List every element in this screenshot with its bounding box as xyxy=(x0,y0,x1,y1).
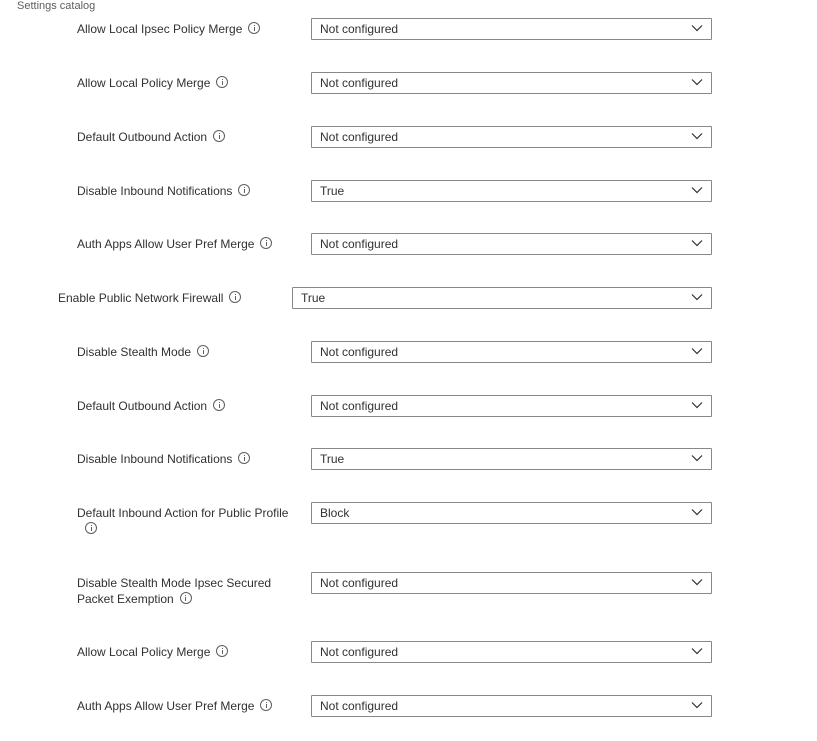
chevron-down-icon xyxy=(691,186,703,194)
info-icon[interactable] xyxy=(180,592,192,604)
setting-dropdown[interactable] xyxy=(311,695,712,717)
setting-label xyxy=(77,698,272,714)
dropdown-value: Block xyxy=(320,506,350,520)
chevron-down-icon xyxy=(691,347,703,355)
chevron-down-icon xyxy=(691,293,703,301)
setting-dropdown[interactable] xyxy=(292,287,712,309)
setting-label-text: Disable Inbound Notifications xyxy=(77,452,233,466)
setting-dropdown[interactable] xyxy=(311,641,712,663)
info-icon[interactable] xyxy=(213,399,225,411)
setting-label-text: Disable Stealth Mode xyxy=(77,345,192,359)
setting-dropdown[interactable] xyxy=(311,126,712,148)
setting-label xyxy=(77,236,272,252)
setting-label-text: Allow Local Ipsec Policy Merge xyxy=(77,22,243,36)
chevron-down-icon xyxy=(691,454,703,462)
info-icon[interactable] xyxy=(248,22,260,34)
setting-dropdown[interactable] xyxy=(311,72,712,94)
setting-label-text: Default Outbound Action xyxy=(77,130,208,144)
setting-label xyxy=(77,183,250,199)
dropdown-value: Not configured xyxy=(320,645,399,659)
dropdown-value: True xyxy=(320,452,345,466)
setting-label xyxy=(58,290,241,306)
setting-label-text: Enable Public Network Firewall xyxy=(58,291,224,305)
setting-label-text: Disable Stealth Mode Ipsec Secured Packet Exemption xyxy=(77,576,272,606)
setting-dropdown[interactable] xyxy=(311,180,712,202)
info-icon[interactable] xyxy=(213,130,225,142)
info-icon[interactable] xyxy=(260,237,272,249)
setting-label xyxy=(77,344,209,360)
setting-label-text: Allow Local Policy Merge xyxy=(77,76,211,90)
setting-dropdown[interactable] xyxy=(311,18,712,40)
chevron-down-icon xyxy=(691,401,703,409)
setting-label-text: Auth Apps Allow User Pref Merge xyxy=(77,699,255,713)
info-icon[interactable] xyxy=(85,522,97,534)
setting-dropdown[interactable] xyxy=(311,395,712,417)
setting-label-text: Default Outbound Action xyxy=(77,399,208,413)
setting-label xyxy=(77,505,299,537)
chevron-down-icon xyxy=(691,132,703,140)
setting-label xyxy=(77,575,287,607)
info-icon[interactable] xyxy=(216,645,228,657)
breadcrumb[interactable]: Settings catalog xyxy=(17,0,96,12)
setting-label xyxy=(77,644,228,660)
chevron-down-icon xyxy=(691,239,703,247)
chevron-down-icon xyxy=(691,24,703,32)
chevron-down-icon xyxy=(691,78,703,86)
info-icon[interactable] xyxy=(229,291,241,303)
info-icon[interactable] xyxy=(197,345,209,357)
setting-label xyxy=(77,129,225,145)
setting-dropdown[interactable] xyxy=(311,502,712,524)
info-icon[interactable] xyxy=(216,76,228,88)
dropdown-value: Not configured xyxy=(320,76,399,90)
setting-label xyxy=(77,75,228,91)
chevron-down-icon xyxy=(691,508,703,516)
setting-label-text: Disable Inbound Notifications xyxy=(77,184,233,198)
setting-label xyxy=(77,398,225,414)
setting-dropdown[interactable] xyxy=(311,341,712,363)
chevron-down-icon xyxy=(691,647,703,655)
setting-label xyxy=(77,21,260,37)
setting-label xyxy=(77,451,250,467)
setting-label-text: Default Inbound Action for Public Profile xyxy=(77,506,289,520)
dropdown-value: Not configured xyxy=(320,237,399,251)
dropdown-value: Not configured xyxy=(320,576,399,590)
dropdown-value: Not configured xyxy=(320,345,399,359)
setting-label-text: Auth Apps Allow User Pref Merge xyxy=(77,237,255,251)
dropdown-value: Not configured xyxy=(320,699,399,713)
info-icon[interactable] xyxy=(238,184,250,196)
setting-dropdown[interactable] xyxy=(311,233,712,255)
chevron-down-icon xyxy=(691,701,703,709)
setting-dropdown[interactable] xyxy=(311,572,712,594)
dropdown-value: Not configured xyxy=(320,399,399,413)
info-icon[interactable] xyxy=(238,452,250,464)
setting-dropdown[interactable] xyxy=(311,448,712,470)
dropdown-value: Not configured xyxy=(320,130,399,144)
dropdown-value: Not configured xyxy=(320,22,399,36)
setting-label-text: Allow Local Policy Merge xyxy=(77,645,211,659)
dropdown-value: True xyxy=(301,291,326,305)
dropdown-value: True xyxy=(320,184,345,198)
chevron-down-icon xyxy=(691,578,703,586)
info-icon[interactable] xyxy=(260,699,272,711)
